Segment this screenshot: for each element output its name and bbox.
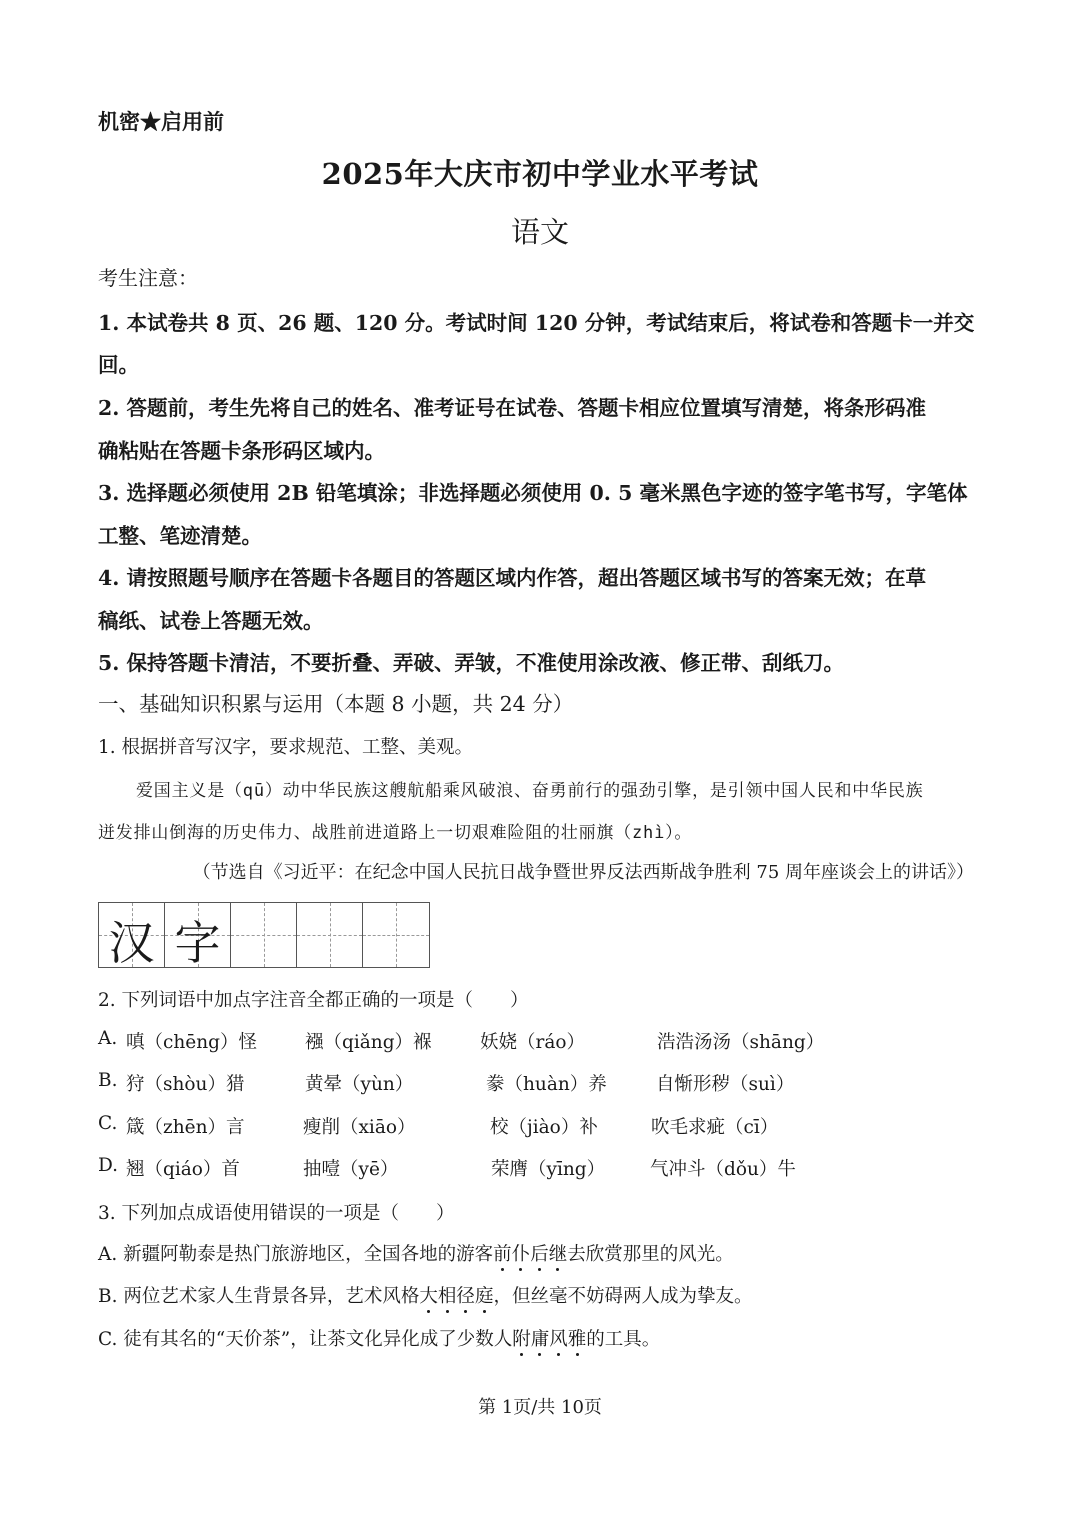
q3-option-pre: 徒有其名的“天价茶”，让茶文化异化成了少数人	[123, 1329, 513, 1350]
q3-option-post: 去欣赏那里的风光。	[567, 1244, 734, 1265]
q3-option-idiom	[493, 1244, 567, 1265]
notice-line: 4. 请按照题号顺序在答题卡各题目的答题区域内作答，超出答题区域书写的答案无效；在草	[98, 566, 927, 590]
grid-cell	[99, 903, 165, 970]
emphasized-char: 庸	[530, 1329, 550, 1350]
q2-option-item: 豢（huàn）养	[486, 1074, 607, 1095]
grid-cell	[165, 903, 231, 970]
q2-option-label: A.	[98, 1028, 118, 1049]
notice-line: 2. 答题前，考生先将自己的姓名、准考证号在试卷、答题卡相应位置填写清楚，将条形码准	[98, 396, 927, 420]
notice-line: 稿纸、试卷上答题无效。	[98, 609, 324, 633]
q2-option-label: D.	[98, 1155, 119, 1176]
grid-cell	[231, 903, 297, 967]
grid-char: 汉	[108, 916, 155, 970]
q2-option-label: B.	[98, 1070, 118, 1091]
q3-option-label: B.	[98, 1286, 118, 1307]
question-2-stem: 2. 下列词语中加点字注音全都正确的一项是（ ）	[98, 990, 529, 1011]
q2-option-label: C.	[98, 1113, 118, 1134]
q2-option-item: 气冲斗（dǒu）牛	[650, 1159, 796, 1180]
emphasized-char: 径	[456, 1286, 475, 1307]
q3-option-label: C.	[98, 1329, 118, 1350]
q3-option-idiom	[419, 1286, 493, 1307]
emphasized-char: 附	[512, 1329, 531, 1350]
q2-option-item: 瘦削（xiāo）	[303, 1117, 416, 1138]
q3-option-label: A.	[98, 1244, 118, 1265]
notice-heading: 考生注意：	[98, 266, 198, 290]
q2-option-item: 抽噎（yē）	[303, 1159, 399, 1180]
q2-option-item: 狩（shòu）猎	[126, 1074, 245, 1095]
q2-option-item: 吹毛求疵（cī）	[651, 1117, 779, 1138]
q3-option-pre: 新疆阿勒泰是热门旅游地区，全国各地的游客	[123, 1244, 494, 1265]
q3-option	[98, 1282, 752, 1308]
emphasized-char: 庭	[474, 1286, 494, 1307]
q2-option-item: 校（jiào）补	[490, 1117, 598, 1138]
question-1-passage-line: 爱国主义是（qū）动中华民族这艘航船乘风破浪、奋勇前行的强劲引擎，是引领中国人民和中华民族	[136, 781, 924, 801]
emphasized-char: 仆	[511, 1244, 531, 1265]
emphasized-char: 大	[419, 1286, 438, 1307]
page-footer: 第 1页/共 10页	[478, 1397, 602, 1418]
emphasized-char: 继	[548, 1244, 568, 1265]
q2-option-item: 荣膺（yīng）	[491, 1159, 606, 1180]
exam-title: 2025年大庆市初中学业水平考试	[321, 157, 759, 191]
emphasized-char: 后	[530, 1244, 549, 1265]
emphasized-char: 风	[549, 1329, 568, 1350]
q3-option	[98, 1240, 734, 1266]
q3-option-post: 的工具。	[586, 1329, 661, 1350]
q3-option	[98, 1325, 660, 1351]
exam-subject: 语文	[510, 215, 569, 249]
q3-option-pre: 两位艺术家人生背景各异，艺术风格	[123, 1286, 420, 1307]
q2-option-item: 妖娆（ráo）	[480, 1032, 586, 1053]
grid-char: 字	[174, 916, 221, 970]
grid-cell	[297, 903, 363, 967]
notice-line: 回。	[98, 353, 139, 377]
emphasized-char: 雅	[567, 1329, 587, 1350]
notice-line: 1. 本试卷共 8 页、26 题、120 分。考试时间 120 分钟，考试结束后，将试卷和答题卡一并交	[98, 311, 975, 335]
q2-option-item: 嗔（chēng）怪	[126, 1032, 257, 1053]
question-1-source: （节选自《习近平：在纪念中国人民抗日战争暨世界反法西斯战争胜利 75 周年座谈会上的讲话》）	[192, 862, 974, 883]
notice-line: 工整、笔迹清楚。	[98, 524, 262, 548]
question-3-stem: 3. 下列加点成语使用错误的一项是（ ）	[98, 1203, 455, 1224]
notice-line: 5. 保持答题卡清洁，不要折叠、弄破、弄皱，不准使用涂改液、修正带、刮纸刀。	[98, 651, 845, 675]
question-1-stem: 1. 根据拼音写汉字，要求规范、工整、美观。	[98, 737, 474, 758]
secret-mark: 机密★启用前	[98, 109, 224, 134]
writing-grid	[98, 902, 430, 968]
notice-line: 3. 选择题必须使用 2B 铅笔填涂；非选择题必须使用 0. 5 毫米黑色字迹的签字笔书写，字笔体	[98, 481, 968, 505]
q2-option-item: 翘（qiáo）首	[126, 1159, 240, 1180]
question-1-passage-line: 迸发排山倒海的历史伟力、战胜前进道路上一切艰难险阻的壮丽旗（zhì）。	[98, 823, 693, 843]
q2-option-item: 襁（qiǎng）褓	[305, 1032, 432, 1053]
q2-option-item: 浩浩汤汤（shāng）	[657, 1032, 825, 1053]
q2-option-item: 自惭形秽（suì）	[656, 1074, 795, 1095]
notice-line: 确粘贴在答题卡条形码区域内。	[98, 439, 385, 463]
q3-option-idiom	[512, 1329, 586, 1350]
q2-option-item: 黄晕（yùn）	[305, 1074, 414, 1095]
q3-option-post: ，但丝毫不妨碍两人成为挚友。	[493, 1286, 753, 1307]
q2-option-item: 箴（zhēn）言	[126, 1117, 245, 1138]
emphasized-char: 相	[437, 1286, 457, 1307]
grid-cell	[363, 903, 429, 967]
section-heading: 一、基础知识积累与运用（本题 8 小题，共 24 分）	[98, 692, 574, 716]
emphasized-char: 前	[493, 1244, 512, 1265]
